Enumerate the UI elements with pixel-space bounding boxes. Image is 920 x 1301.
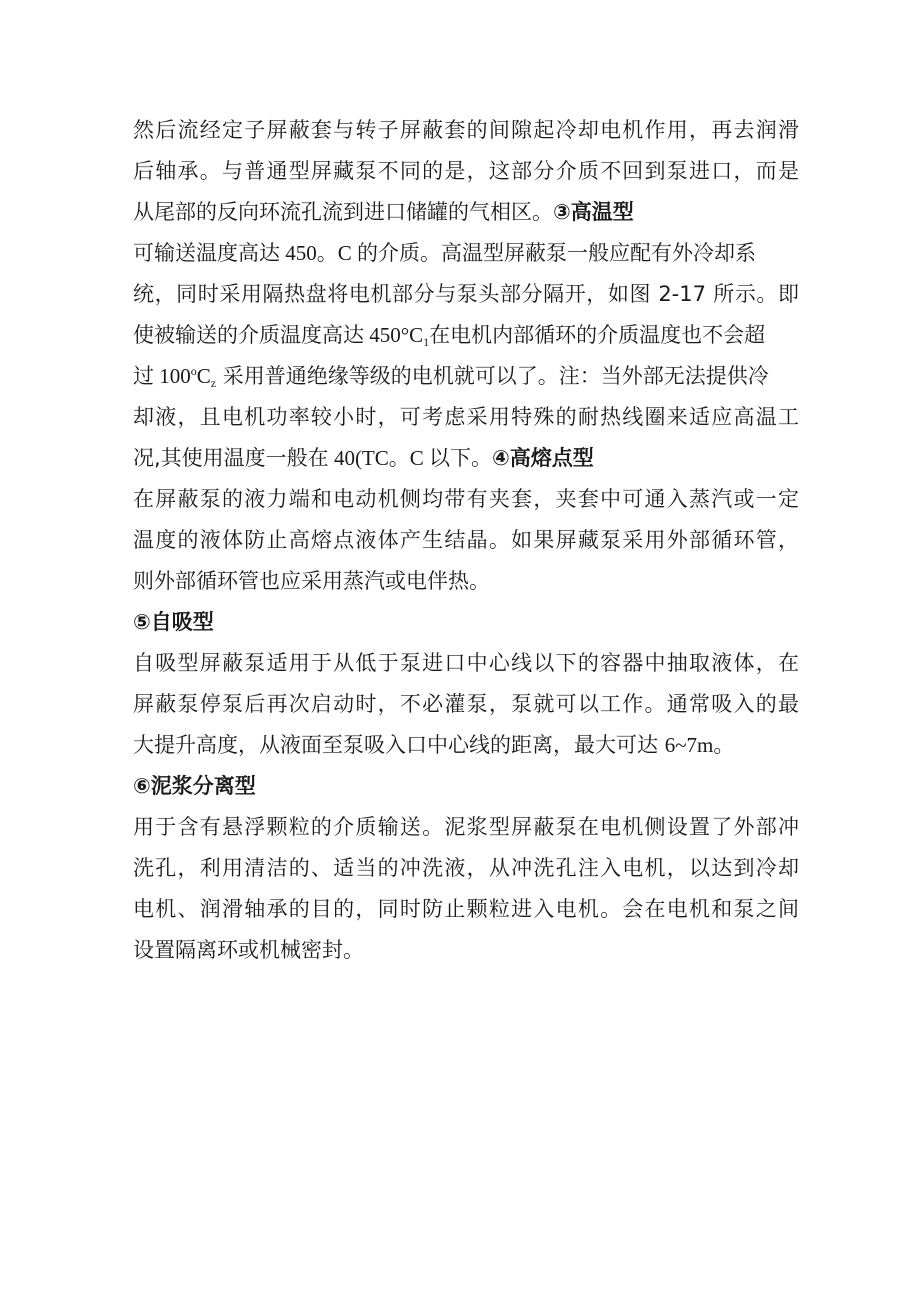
temperature-value: 450。C <box>280 241 358 265</box>
text-run: 以下。 <box>429 446 493 470</box>
text-line <box>133 438 799 479</box>
lift-height-value: 6~7m <box>664 733 714 757</box>
section-heading-high-temperature: ③高温型 <box>553 200 634 224</box>
text-run: 采用普通绝缘等级的电机就可以了。注：当外部无法提供冷 <box>216 364 769 388</box>
text-line <box>133 725 799 766</box>
text-line: 后轴承。与普通型屏藏泵不同的是，这部分介质不回到泵进口，而是 <box>133 159 799 183</box>
text-line: 用于含有悬浮颗粒的介质输送。泥浆型屏蔽泵在电机侧设置了外部冲 <box>133 815 799 839</box>
text-line: 在屏蔽泵的液力端和电动机侧均带有夹套，夹套中可通入蒸汽或一定 <box>133 487 799 511</box>
text-run: 从尾部的反向环流孔流到进口储罐的气相区。 <box>133 200 553 224</box>
text-run: 况,其使用温度一般在 <box>133 446 329 470</box>
text-line: 洗孔，利用清洁的、适当的冲洗液，从冲洗孔注入电机，以达到冷却 <box>133 856 799 880</box>
text-line <box>133 315 799 356</box>
text-line: 自吸型屏蔽泵适用于从低于泵进口中心线以下的容器中抽取液体，在 <box>133 651 799 675</box>
text-run: 的介质。高温型屏蔽泵一般应配有外冷却系 <box>357 241 757 265</box>
text-line: 电机、润滑轴承的目的，同时防止颗粒进入电机。会在电机和泵之间 <box>133 897 799 921</box>
section-heading-self-priming: ⑤自吸型 <box>133 610 214 634</box>
section-heading-slurry-separation: ⑥泥浆分离型 <box>133 774 256 798</box>
text-line: 却液，且电机功率较小时，可考虑采用特殊的耐热线圈来适应高温工 <box>133 405 799 429</box>
text-line <box>133 192 799 233</box>
superscript: o <box>190 364 197 378</box>
text-line: 统，同时采用隔热盘将电机部分与泵头部分隔开，如图 2-17 所示。即 <box>133 282 799 306</box>
text-run: 过 <box>133 364 154 388</box>
text-line: 设置隔离环或机械密封。 <box>133 938 364 962</box>
temperature-value: 40(TC。C <box>328 446 430 470</box>
text-run: 在电机内部循环的介质温度也不会超 <box>429 323 766 347</box>
text-line: 则外部循环管也应采用蒸汽或电伴热。 <box>133 569 490 593</box>
text-run: 。 <box>713 733 735 757</box>
unit-symbol: C <box>196 364 211 388</box>
temperature-value: 450°C <box>364 323 424 347</box>
text-run: 大提升高度，从液面至泵吸入口中心线的距离，最大可达 <box>133 733 665 757</box>
section-heading-high-melting-point: ④高熔点型 <box>492 446 594 470</box>
text-line: 屏蔽泵停泵后再次启动时，不必灌泵，泵就可以工作。通常吸入的最 <box>133 692 799 716</box>
text-line: 然后流经定子屏蔽套与转子屏蔽套的间隙起冷却电机作用，再去润滑 <box>133 118 799 142</box>
temperature-value: 100 <box>154 364 191 388</box>
text-line <box>133 356 799 397</box>
text-line: 温度的液体防止高熔点液体产生结晶。如果屏藏泵采用外部循环管， <box>133 528 799 552</box>
document-page <box>133 110 799 971</box>
text-run: 可输送温度高达 <box>133 241 280 265</box>
subscript: 1 <box>423 335 430 349</box>
text-line <box>133 233 799 274</box>
text-run: 使被输送的介质温度高达 <box>133 323 364 347</box>
subscript: z <box>210 376 217 390</box>
